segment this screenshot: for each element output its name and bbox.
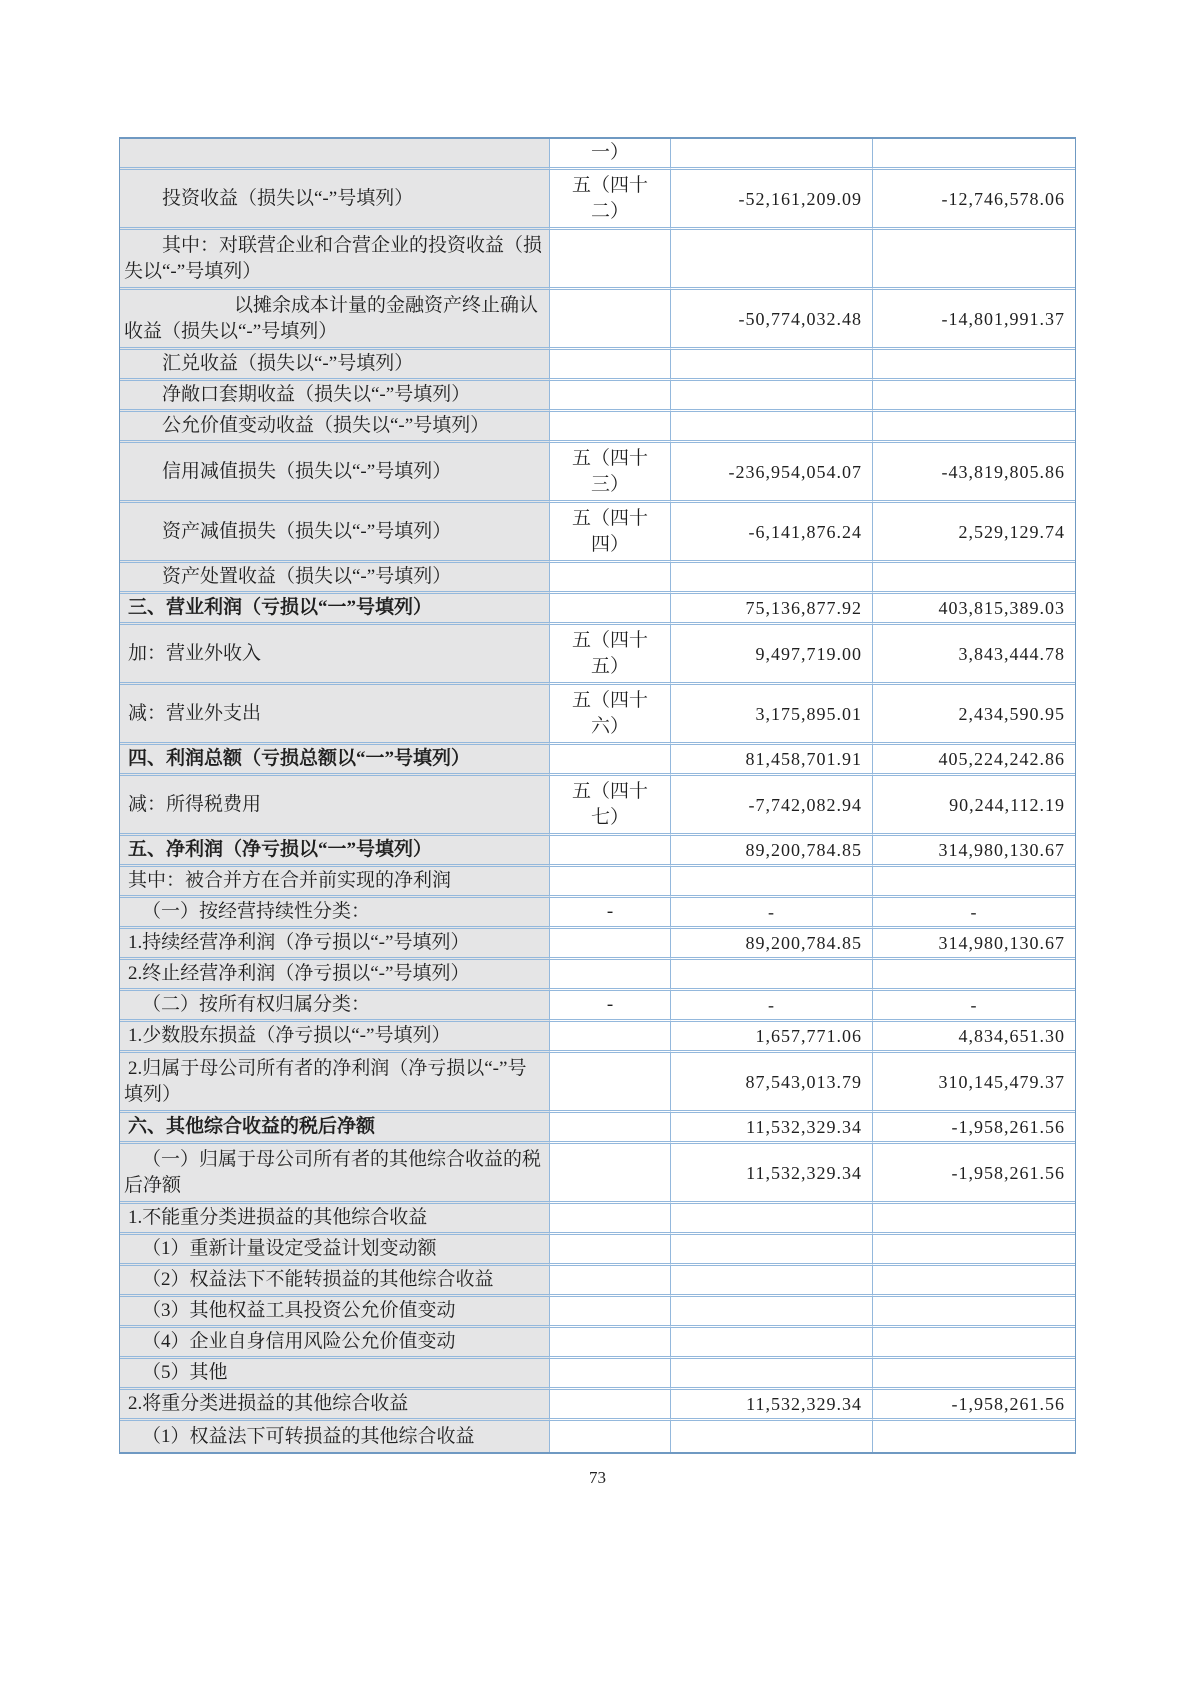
- table-row: [120, 563, 1075, 594]
- item-cell: （1）重新计量设定受益计划变动额: [120, 1235, 550, 1266]
- current-period-cell: 89,200,784.85: [671, 836, 873, 867]
- current-period-cell: 89,200,784.85: [671, 929, 873, 960]
- prior-period-cell: 90,244,112.19: [873, 776, 1075, 836]
- prior-period-cell: [873, 230, 1075, 290]
- income-statement-table: [120, 139, 1075, 1452]
- prior-period-cell: -14,801,991.37: [873, 290, 1075, 350]
- note-reference-cell: [550, 1053, 671, 1113]
- note-reference-cell: [550, 1113, 671, 1144]
- note-reference-cell: [550, 929, 671, 960]
- table-row: [120, 381, 1075, 412]
- item-cell: 加：营业外收入: [120, 625, 550, 685]
- note-reference-cell: 五（四十四）: [550, 503, 671, 563]
- prior-period-cell: 3,843,444.78: [873, 625, 1075, 685]
- current-period-cell: [671, 1421, 873, 1452]
- prior-period-cell: [873, 381, 1075, 412]
- note-reference-cell: [550, 1297, 671, 1328]
- item-cell: （一）按经营持续性分类：: [120, 898, 550, 929]
- current-period-cell: -52,161,209.09: [671, 170, 873, 230]
- table-row: [120, 170, 1075, 230]
- item-cell: （3）其他权益工具投资公允价值变动: [120, 1297, 550, 1328]
- item-cell: 资产处置收益（损失以“-”号填列）: [120, 563, 550, 594]
- current-period-cell: 81,458,701.91: [671, 745, 873, 776]
- table-row: [120, 685, 1075, 745]
- prior-period-cell: [873, 412, 1075, 443]
- table-row: [120, 745, 1075, 776]
- item-cell: 五、净利润（净亏损以“一”号填列）: [120, 836, 550, 867]
- note-reference-cell: [550, 1144, 671, 1204]
- note-reference-cell: [550, 960, 671, 991]
- table-body: [120, 139, 1075, 1452]
- note-reference-cell: 一）: [550, 139, 671, 170]
- note-reference-cell: 五（四十六）: [550, 685, 671, 745]
- table-row: [120, 836, 1075, 867]
- note-reference-cell: [550, 290, 671, 350]
- note-reference-cell: [550, 836, 671, 867]
- income-statement-table-frame: [119, 137, 1076, 1454]
- prior-period-cell: -1,958,261.56: [873, 1144, 1075, 1204]
- prior-period-cell: 2,529,129.74: [873, 503, 1075, 563]
- current-period-cell: [671, 960, 873, 991]
- note-reference-cell: [550, 1204, 671, 1235]
- note-reference-cell: [550, 867, 671, 898]
- current-period-cell: [671, 1235, 873, 1266]
- table-row: [120, 412, 1075, 443]
- prior-period-cell: -1,958,261.56: [873, 1390, 1075, 1421]
- table-row: [120, 290, 1075, 350]
- item-cell: （二）按所有权归属分类：: [120, 991, 550, 1022]
- page-content: [119, 137, 1076, 1488]
- item-cell: 减：所得税费用: [120, 776, 550, 836]
- current-period-cell: 11,532,329.34: [671, 1144, 873, 1204]
- table-row: [120, 594, 1075, 625]
- note-reference-cell: [550, 412, 671, 443]
- item-cell: 1.少数股东损益（净亏损以“-”号填列）: [120, 1022, 550, 1053]
- table-row: [120, 1022, 1075, 1053]
- table-row: [120, 1266, 1075, 1297]
- table-row: [120, 1204, 1075, 1235]
- item-cell: 四、利润总额（亏损总额以“一”号填列）: [120, 745, 550, 776]
- prior-period-cell: [873, 1421, 1075, 1452]
- prior-period-cell: [873, 1204, 1075, 1235]
- prior-period-cell: 403,815,389.03: [873, 594, 1075, 625]
- table-row: [120, 625, 1075, 685]
- prior-period-cell: -: [873, 991, 1075, 1022]
- table-row: [120, 929, 1075, 960]
- current-period-cell: [671, 1297, 873, 1328]
- current-period-cell: [671, 563, 873, 594]
- table-row: [120, 1359, 1075, 1390]
- item-cell: 净敞口套期收益（损失以“-”号填列）: [120, 381, 550, 412]
- current-period-cell: 11,532,329.34: [671, 1113, 873, 1144]
- item-cell: （一）归属于母公司所有者的其他综合收益的税后净额: [120, 1144, 550, 1204]
- prior-period-cell: 4,834,651.30: [873, 1022, 1075, 1053]
- note-reference-cell: [550, 1390, 671, 1421]
- item-cell: 其中：被合并方在合并前实现的净利润: [120, 867, 550, 898]
- table-row: [120, 1113, 1075, 1144]
- item-cell: 六、其他综合收益的税后净额: [120, 1113, 550, 1144]
- prior-period-cell: 314,980,130.67: [873, 836, 1075, 867]
- current-period-cell: [671, 412, 873, 443]
- item-cell: 1.持续经营净利润（净亏损以“-”号填列）: [120, 929, 550, 960]
- current-period-cell: 3,175,895.01: [671, 685, 873, 745]
- table-row: [120, 230, 1075, 290]
- table-row: [120, 1235, 1075, 1266]
- current-period-cell: [671, 350, 873, 381]
- table-row: [120, 1390, 1075, 1421]
- note-reference-cell: [550, 381, 671, 412]
- current-period-cell: [671, 1359, 873, 1390]
- current-period-cell: [671, 1204, 873, 1235]
- current-period-cell: [671, 381, 873, 412]
- note-reference-cell: [550, 1359, 671, 1390]
- table-row: [120, 867, 1075, 898]
- note-reference-cell: [550, 1328, 671, 1359]
- current-period-cell: 11,532,329.34: [671, 1390, 873, 1421]
- note-reference-cell: 五（四十三）: [550, 443, 671, 503]
- prior-period-cell: [873, 867, 1075, 898]
- current-period-cell: -6,141,876.24: [671, 503, 873, 563]
- note-reference-cell: [550, 1421, 671, 1452]
- note-reference-cell: [550, 745, 671, 776]
- table-row: [120, 503, 1075, 563]
- current-period-cell: [671, 867, 873, 898]
- prior-period-cell: [873, 1297, 1075, 1328]
- note-reference-cell: [550, 230, 671, 290]
- current-period-cell: [671, 1328, 873, 1359]
- current-period-cell: -7,742,082.94: [671, 776, 873, 836]
- note-reference-cell: [550, 563, 671, 594]
- item-cell: 信用减值损失（损失以“-”号填列）: [120, 443, 550, 503]
- prior-period-cell: -43,819,805.86: [873, 443, 1075, 503]
- table-row: [120, 350, 1075, 381]
- prior-period-cell: [873, 1359, 1075, 1390]
- item-cell: 减：营业外支出: [120, 685, 550, 745]
- current-period-cell: 1,657,771.06: [671, 1022, 873, 1053]
- note-reference-cell: [550, 594, 671, 625]
- prior-period-cell: -1,958,261.56: [873, 1113, 1075, 1144]
- item-cell: 三、营业利润（亏损以“一”号填列）: [120, 594, 550, 625]
- note-reference-cell: [550, 350, 671, 381]
- note-reference-cell: 五（四十五）: [550, 625, 671, 685]
- note-reference-cell: 五（四十二）: [550, 170, 671, 230]
- note-reference-cell: 五（四十七）: [550, 776, 671, 836]
- item-cell: 汇兑收益（损失以“-”号填列）: [120, 350, 550, 381]
- prior-period-cell: -: [873, 898, 1075, 929]
- prior-period-cell: [873, 563, 1075, 594]
- table-row: [120, 1328, 1075, 1359]
- item-cell: 2.归属于母公司所有者的净利润（净亏损以“-”号填列）: [120, 1053, 550, 1113]
- item-cell: 资产减值损失（损失以“-”号填列）: [120, 503, 550, 563]
- table-row: [120, 776, 1075, 836]
- prior-period-cell: [873, 1235, 1075, 1266]
- current-period-cell: [671, 1266, 873, 1297]
- item-cell: 其中：对联营企业和合营企业的投资收益（损失以“-”号填列）: [120, 230, 550, 290]
- item-cell: （4）企业自身信用风险公允价值变动: [120, 1328, 550, 1359]
- prior-period-cell: -12,746,578.06: [873, 170, 1075, 230]
- prior-period-cell: 405,224,242.86: [873, 745, 1075, 776]
- item-cell: 以摊余成本计量的金融资产终止确认收益（损失以“-”号填列）: [120, 290, 550, 350]
- note-reference-cell: [550, 1266, 671, 1297]
- item-cell: 1.不能重分类进损益的其他综合收益: [120, 1204, 550, 1235]
- prior-period-cell: [873, 1328, 1075, 1359]
- table-row: [120, 443, 1075, 503]
- item-cell: （5）其他: [120, 1359, 550, 1390]
- prior-period-cell: [873, 350, 1075, 381]
- prior-period-cell: [873, 139, 1075, 170]
- table-row: [120, 1297, 1075, 1328]
- prior-period-cell: [873, 960, 1075, 991]
- item-cell: （1）权益法下可转损益的其他综合收益: [120, 1421, 550, 1452]
- note-reference-cell: -: [550, 991, 671, 1022]
- item-cell: 2.将重分类进损益的其他综合收益: [120, 1390, 550, 1421]
- table-row: [120, 1144, 1075, 1204]
- item-cell: 公允价值变动收益（损失以“-”号填列）: [120, 412, 550, 443]
- table-row: [120, 1421, 1075, 1452]
- table-row: [120, 898, 1075, 929]
- current-period-cell: -: [671, 898, 873, 929]
- current-period-cell: -50,774,032.48: [671, 290, 873, 350]
- item-cell: （2）权益法下不能转损益的其他综合收益: [120, 1266, 550, 1297]
- current-period-cell: 87,543,013.79: [671, 1053, 873, 1113]
- table-row: [120, 1053, 1075, 1113]
- item-cell: 2.终止经营净利润（净亏损以“-”号填列）: [120, 960, 550, 991]
- note-reference-cell: [550, 1235, 671, 1266]
- current-period-cell: [671, 139, 873, 170]
- table-row: [120, 139, 1075, 170]
- current-period-cell: 9,497,719.00: [671, 625, 873, 685]
- note-reference-cell: [550, 1022, 671, 1053]
- table-row: [120, 960, 1075, 991]
- item-cell: 投资收益（损失以“-”号填列）: [120, 170, 550, 230]
- prior-period-cell: [873, 1266, 1075, 1297]
- table-row: [120, 991, 1075, 1022]
- page-number: 73: [589, 1468, 606, 1487]
- note-reference-cell: -: [550, 898, 671, 929]
- item-cell: [120, 139, 550, 170]
- current-period-cell: 75,136,877.92: [671, 594, 873, 625]
- prior-period-cell: 310,145,479.37: [873, 1053, 1075, 1113]
- current-period-cell: -236,954,054.07: [671, 443, 873, 503]
- current-period-cell: -: [671, 991, 873, 1022]
- prior-period-cell: 314,980,130.67: [873, 929, 1075, 960]
- current-period-cell: [671, 230, 873, 290]
- prior-period-cell: 2,434,590.95: [873, 685, 1075, 745]
